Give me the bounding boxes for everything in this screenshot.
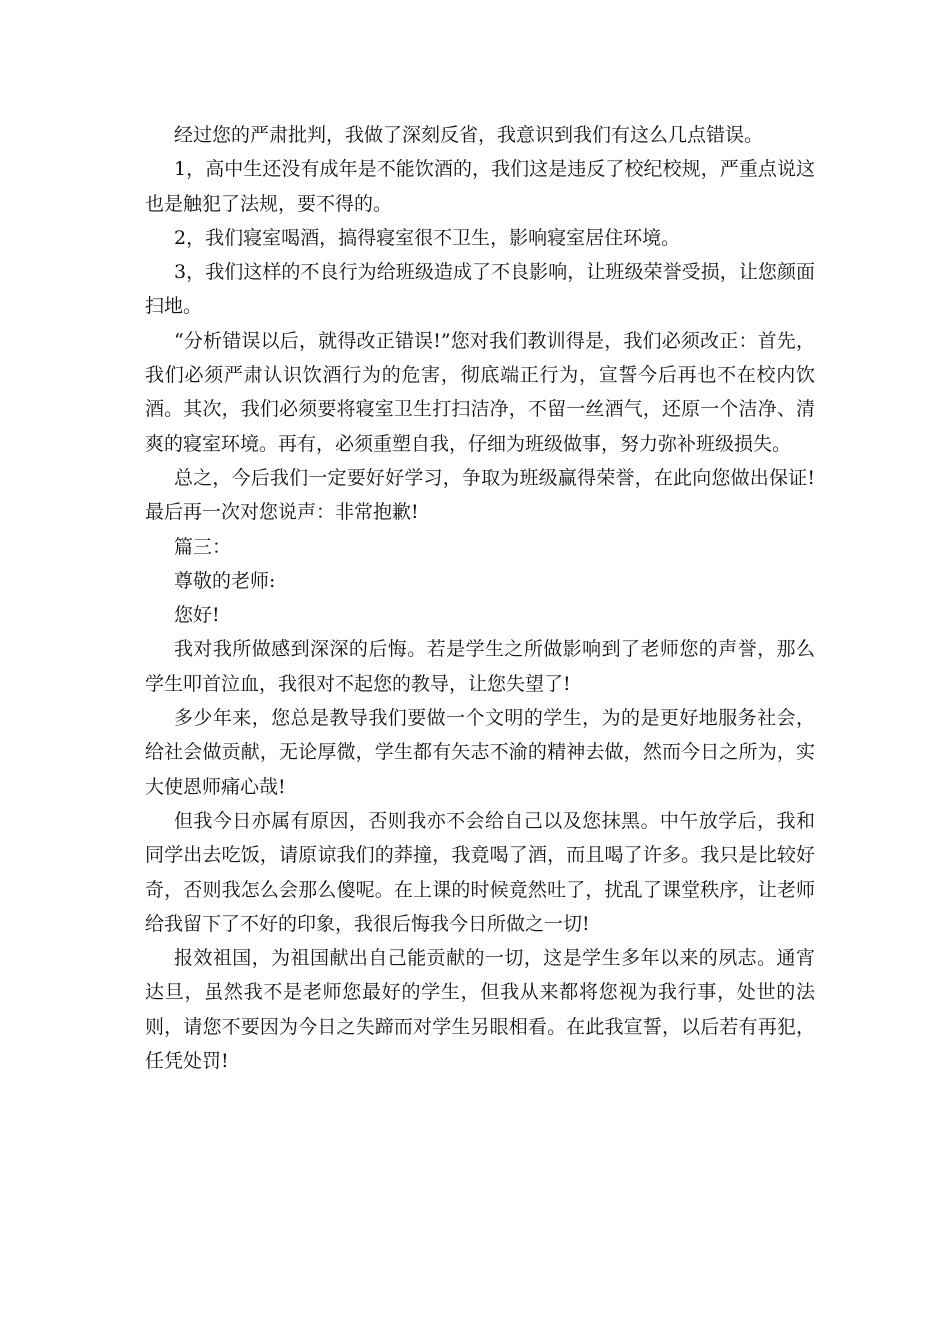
document-body [145, 118, 815, 1078]
paragraph-conclusion: 总之，今后我们一定要好好学习，争取为班级赢得荣誉，在此向您做出保证!最后再一次对您说声：非常抱歉! [145, 466, 815, 524]
paragraph-point-2: 2，我们寝室喝酒，搞得寝室很不卫生，影响寝室居住环境。 [174, 226, 681, 249]
section-heading: 篇三： [174, 535, 232, 558]
paragraph-point-3: 3，我们这样的不良行为给班级造成了不良影响，让班级荣誉受损，让您颜面扫地。 [145, 261, 815, 318]
salutation: 尊敬的老师: [174, 569, 276, 592]
paragraph-regret: 我对我所做感到深深的后悔。若是学生之所做影响到了老师您的声誉，那么学生叩首泣血，我很对不起您的教导，让您失望了! [145, 638, 815, 695]
paragraph-point-1: 1，高中生还没有成年是不能饮酒的，我们这是违反了校纪校规，严重点说这也是触犯了法规，要不得的。 [145, 158, 815, 215]
paragraph-reflection-intro: 经过您的严肃批判，我做了深刻反省，我意识到我们有这么几点错误。 [174, 124, 764, 146]
paragraph-teaching: 多少年来，您总是教导我们要做一个文明的学生，为的是更好地服务社会，给社会做贡献，无论厚微，学生都有矢志不渝的精神去做，然而今日之所为，实大使恩师痛心哉! [145, 707, 815, 798]
paragraph-correction: “分析错误以后，就得改正错误!”您对我们教训得是，我们必须改正：首先，我们必须严肃认识饮酒行为的危害，彻底端正行为，宣誓今后再也不在校内饮酒。其次，我们必须要将寝室卫生打扫洁净，不留一丝酒气，还原一个洁净、清爽的寝室环境。再有，必须重塑自我，仔细为班级做事，努力弥补班级损失。 [145, 329, 815, 455]
paragraph-reason: 但我今日亦属有原因，否则我亦不会给自己以及您抹黑。中午放学后，我和同学出去吃饭，请原谅我们的莽撞，我竟喝了酒，而且喝了许多。我只是比较好奇，否则我怎么会那么傻呢。在上课的时候竟然吐了，扰乱了课堂秩序，让老师给我留下了不好的印象，我很后悔我今日所做之一切! [145, 809, 815, 935]
paragraph-pledge: 报效祖国，为祖国献出自己能贡献的一切，这是学生多年以来的夙志。通宵达旦，虽然我不是老师您最好的学生，但我从来都将您视为我行事，处世的法则，请您不要因为今日之失蹄而对学生另眼相看。在此我宣誓，以后若有再犯，任凭处罚! [145, 947, 815, 1073]
greeting: 您好! [174, 604, 220, 627]
